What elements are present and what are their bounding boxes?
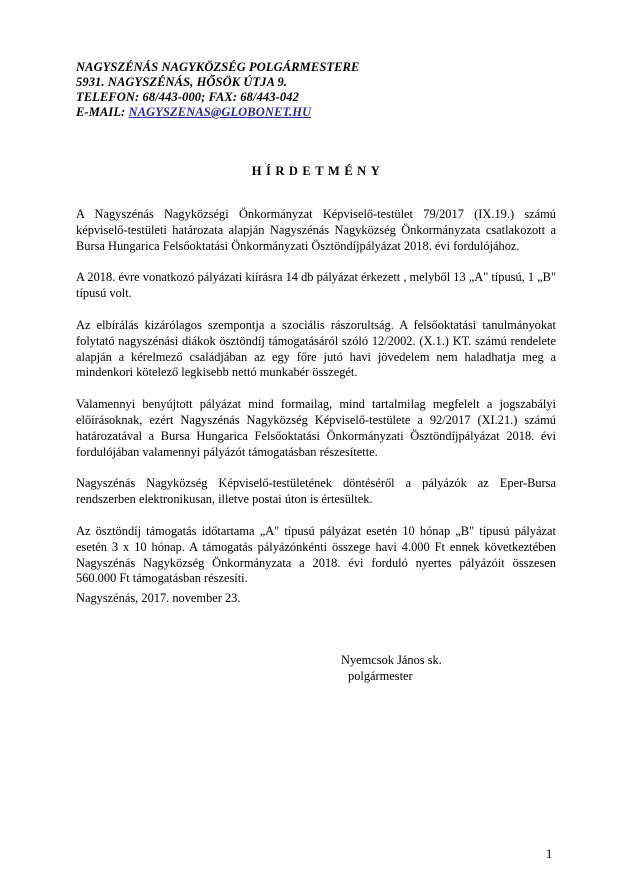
paragraph-6: Az ösztöndíj támogatás időtartama „A" típusú pályázat esetén 10 hónap „B" típusú pályázat esetén 3 x 10 hónap. A támogatás pályázónkénti összege havi 4.000 Ft ennek következtében Nagyszénás Nagyközség Önkormányzata a 2018. évi forduló nyertes pályázóit összesen 560.000 Ft támogatásban részesíti. xyxy=(76,523,556,586)
paragraph-5: Nagyszénás Nagyközség Képviselő-testületének döntéséről a pályázók az Eper-Bursa rendszerben elektronikusan, illetve postai úton is értesültek. xyxy=(76,476,556,507)
document-date: Nagyszénás, 2017. november 23. xyxy=(76,591,241,605)
signatory-role: polgármester xyxy=(348,669,413,683)
document-body xyxy=(76,207,556,603)
letterhead-email xyxy=(76,105,359,120)
paragraph-2: A 2018. évre vonatkozó pályázati kiírásra 14 db pályázat érkezett , melyből 13 „A" típusú, 1 „B" típusú volt. xyxy=(76,270,556,301)
document-title: HÍRDETMÉNY xyxy=(251,164,385,178)
signatory-name: Nyemcsok János sk. xyxy=(341,653,442,667)
page-number: 1 xyxy=(546,847,553,861)
paragraph-1: A Nagyszénás Nagyközségi Önkormányzat Képviselő-testület 79/2017 (IX.19.) számú képviselő-testületi határozata alapján Nagyszénás Nagyközség Önkormányzata csatlakozott a Bursa Hungarica Felsőoktatási Önkormányzati Ösztöndíjpályázat 2018. évi fordulójához. xyxy=(76,207,556,253)
email-link[interactable]: NAGYSZENAS@GLOBONET.HU xyxy=(128,105,312,119)
letterhead xyxy=(76,60,359,120)
paragraph-4: Valamennyi benyújtott pályázat mind formailag, mind tartalmilag megfelelt a jogszabályi előírásoknak, ezért Nagyszénás Nagyközség Képviselő-testülete a 92/2017 (XI.21.) számú határozatával a Bursa Hungarica Felsőoktatási Önkormányzati Ösztöndíjpályázat 2018. évi fordulójában valamennyi pályázót támogatásban részesítette. xyxy=(76,397,556,459)
letterhead-organization: NAGYSZÉNÁS NAGYKÖZSÉG POLGÁRMESTERE xyxy=(76,60,360,74)
paragraph-3: Az elbírálás kizárólagos szempontja a szociális rászorultság. A felsőoktatási tanulmányokat folytató nagyszénási diákok ösztöndíj támogatásáról szóló 12/2002. (X.1.) KT. számú rendelete alapján a kérelmező családjában az egy főre jutó havi jövedelem nem haladhatja meg a mindenkori kötelező legkisebb nettó munkabér összegét. xyxy=(76,317,556,380)
signature-block xyxy=(341,652,442,684)
letterhead-address: 5931. NAGYSZÉNÁS, HŐSÖK ÚTJA 9. xyxy=(76,75,288,89)
email-label: E-MAIL: xyxy=(76,105,129,119)
letterhead-phone-fax: TELEFON: 68/443-000; FAX: 68/443-042 xyxy=(76,90,299,104)
